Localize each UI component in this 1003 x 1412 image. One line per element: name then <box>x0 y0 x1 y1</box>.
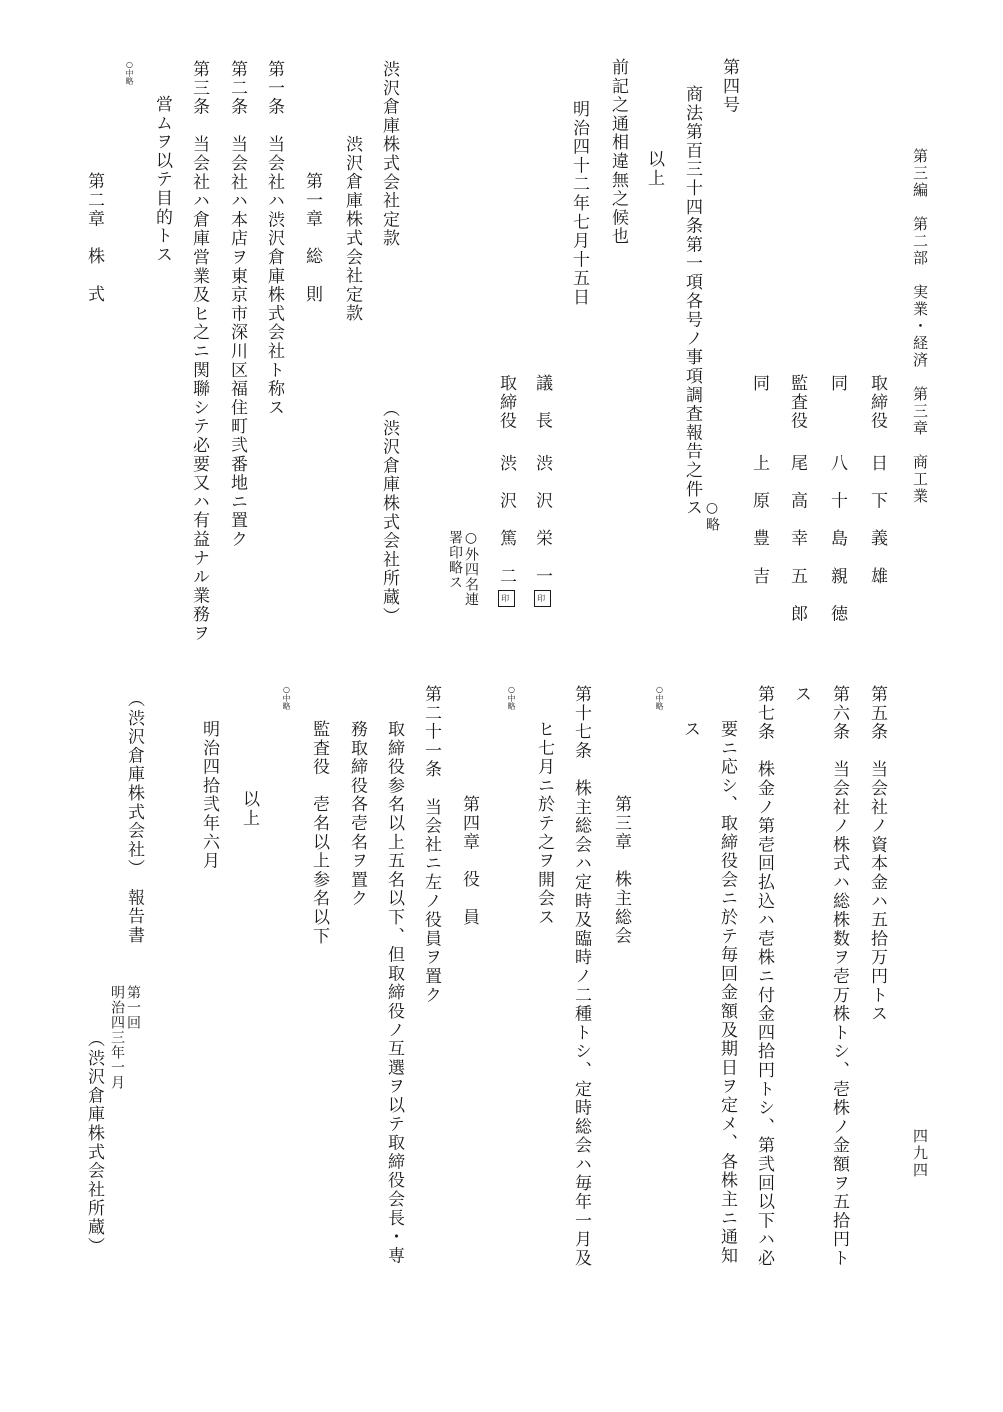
signer-1-name: 日 下 義 雄 <box>867 454 887 586</box>
teikan-source: （渋沢倉庫株式会社所蔵） <box>379 400 399 626</box>
article-21-a: 取締役参名以上五名以下、但取締役ノ互選ヲ以テ取締役会長・専 <box>384 720 404 1266</box>
signature-note-b: 署印略ス <box>447 530 463 590</box>
signer-3-name: 尾 高 幸 五 郎 <box>787 454 807 624</box>
bottom-omit-note-3: ○中略 <box>282 685 291 710</box>
signer-1-role: 取締役 <box>867 374 887 431</box>
teikan-omit-note: ○中略 <box>125 60 134 85</box>
teikan-date: 明治四拾弐年六月 <box>199 720 219 871</box>
article-6: 第六条 当会社ノ株式ハ総株数ヲ壱万株トシ、壱株ノ金額ヲ五拾円ト <box>829 685 849 1268</box>
report-issue <box>110 985 140 1090</box>
item4-ijo: 以上 <box>644 150 664 188</box>
article-7-cont: 要ニ応シ、取締役会ニ於テ毎回金額及期日ヲ定メ、各株主ニ通知 <box>717 720 737 1266</box>
article-5: 第五条 当会社ノ資本金ハ五拾万円トス <box>867 685 887 1024</box>
signer-4-role: 同 <box>749 374 769 393</box>
article-21-b: 務取締役各壱名ヲ置ク <box>347 720 367 908</box>
teikan-ijo: 以上 <box>239 790 259 828</box>
article-21-c: 監査役 壱名以上参名以下 <box>309 720 329 946</box>
item4-statement: 前記之通相違無之候也 <box>608 58 628 246</box>
teikan-subtitle: 渋沢倉庫株式会社定款 <box>342 135 362 323</box>
director-role: 取締役 <box>496 374 516 431</box>
article-7: 第七条 株金ノ第壱回払込ハ壱株ニ付金四拾円トシ、第弐回以下ハ必 <box>754 685 774 1268</box>
article-21: 第二十一条 当会社ニ左ノ役員ヲ置ク <box>421 685 441 1005</box>
article-6-cont: ス <box>791 685 811 704</box>
item4-date: 明治四十二年七月十五日 <box>569 100 589 307</box>
report-issue-a: 第一回 <box>125 985 141 1030</box>
director-seal-mark: 印 <box>498 590 515 607</box>
report-title: （渋沢倉庫株式会社） 報告書 <box>124 690 144 945</box>
director-name <box>497 454 515 607</box>
signer-3-role: 監査役 <box>787 374 807 431</box>
bottom-omit-note-2: ○中略 <box>507 685 516 710</box>
chapter2-heading: 第二章 株 式 <box>84 172 104 304</box>
signer-2-role: 同 <box>827 374 847 393</box>
article-2: 第二条 当会社ハ本店ヲ東京市深川区福住町弐番地ニ置ク <box>227 60 247 549</box>
article-3: 第三条 当会社ハ倉庫営業及ヒ之ニ関聯シテ必要又ハ有益ナル業務ヲ <box>189 60 209 643</box>
signer-4-name: 上 原 豊 吉 <box>749 454 769 586</box>
item4-heading: 第四号 <box>719 58 739 115</box>
chairman-name-text: 渋 沢 栄 一 <box>532 454 552 586</box>
article-17-cont: ヒ七月ニ於テ之ヲ開会ス <box>534 720 554 927</box>
chapter3-heading: 第三章 株主総会 <box>611 795 631 946</box>
article-17: 第十七条 株主総会ハ定時及臨時ノ二種トシ、定時総会ハ毎年一月及 <box>571 685 591 1268</box>
running-title: 第三編 第二部 実業・経済 第三章 商工業 <box>911 148 929 505</box>
chapter1-heading: 第一章 総 則 <box>302 172 322 304</box>
article-3-cont: 営ムヲ以テ目的トス <box>152 95 172 265</box>
article-1: 第一条 当会社ハ渋沢倉庫株式会社ト称ス <box>264 60 284 418</box>
chapter4-heading: 第四章 役 員 <box>459 795 479 927</box>
bottom-omit-note-1: ○中略 <box>655 685 664 710</box>
item4-omit-note: ○略 <box>704 500 720 532</box>
chairman-seal-mark: 印 <box>534 590 551 607</box>
article-7-cont2: ス <box>680 720 700 739</box>
signature-note-a: ○外四名連 <box>463 530 479 607</box>
director-name-text: 渋 沢 篤 二 <box>496 454 516 586</box>
page-number: 四九四 <box>911 1128 929 1179</box>
teikan-title: 渋沢倉庫株式会社定款 <box>379 60 399 248</box>
chairman-role: 議 長 <box>532 374 552 431</box>
signature-note <box>448 530 478 607</box>
item4-text: 商法第百三十四条第一項各号ノ事項調査報告之件ス <box>682 85 702 518</box>
chairman-name <box>533 454 551 607</box>
report-issue-b: 明治四三年一月 <box>109 985 125 1090</box>
report-source: （渋沢倉庫株式会社所蔵） <box>84 1030 104 1256</box>
signer-2-name: 八 十 島 親 徳 <box>827 454 847 624</box>
